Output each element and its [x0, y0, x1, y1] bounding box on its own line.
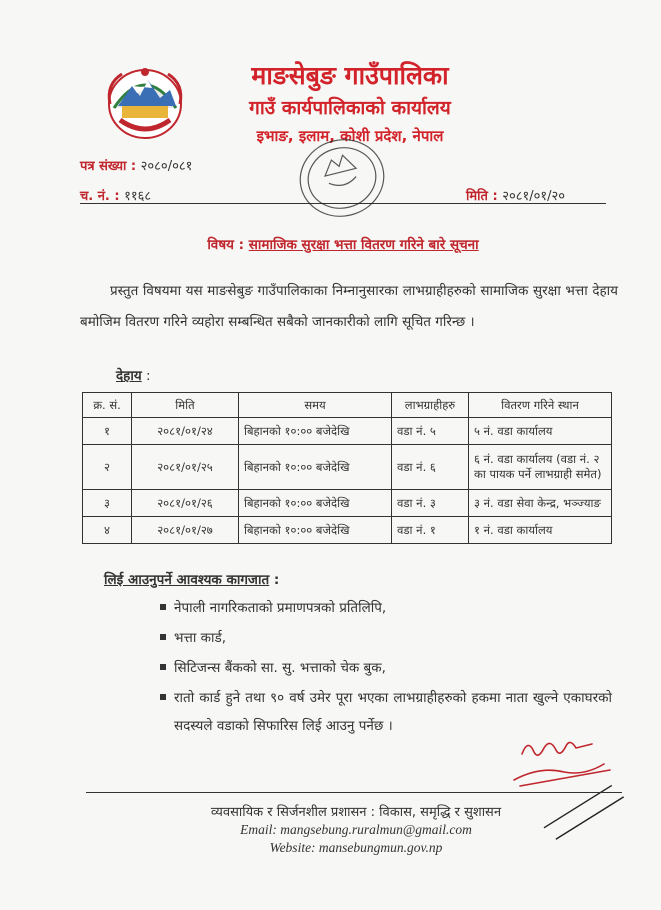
body-paragraph: प्रस्तुत विषयमा यस माङसेबुङ गाउँपालिकाका निम्नानुसारका लाभग्राहीहरुको सामाजिक सुरक्षा भत्ता देहाय बमोजिम वितरण गरिने व्यहोरा सम्बन्धित सबैको जानकारीको लागि सूचित गरिन्छ । — [80, 283, 618, 330]
table-header-row — [83, 393, 612, 418]
distribution-schedule-table — [82, 392, 612, 544]
cell-location: ६ नं. वडा कार्यालय (वडा नं. २ का पायक पर्ने लाभग्राही समेत) — [469, 445, 612, 490]
cell-ward: वडा नं. ३ — [392, 490, 469, 517]
cell-ward: वडा नं. ५ — [392, 418, 469, 445]
header-location: वितरण गरिने स्थान — [469, 393, 612, 418]
patra-label: पत्र संख्या : — [80, 159, 137, 174]
dehaya-label: देहाय — [116, 368, 142, 384]
cell-ward: वडा नं. ६ — [392, 445, 469, 490]
list-item: भत्ता कार्ड, — [160, 624, 612, 652]
date-value: २०८१/०१/२० — [502, 189, 566, 204]
chalani-value: ११६८ — [124, 189, 152, 204]
cell-time: बिहानको १०:०० बजेदेखि — [239, 418, 392, 445]
header-serial: क्र. सं. — [83, 393, 132, 418]
cell-time: बिहानको १०:०० बजेदेखि — [239, 490, 392, 517]
letter-date — [466, 186, 565, 204]
chalani-label: च. नं. : — [80, 189, 120, 204]
cell-location: ५ नं. वडा कार्यालय — [469, 418, 612, 445]
footer-website: Website: mansebungmun.gov.np — [269, 840, 443, 855]
table-row — [83, 418, 612, 445]
cell-serial: ४ — [83, 517, 132, 544]
footer-motto: व्यवसायिक र सिर्जनशील प्रशासन : विकास, समृद्धि र सुशासन — [210, 805, 502, 820]
table-row — [83, 490, 612, 517]
documents-colon: : — [269, 572, 280, 588]
cell-serial: ३ — [83, 490, 132, 517]
cell-location: १ नं. वडा कार्यालय — [469, 517, 612, 544]
subject-line — [80, 235, 606, 253]
header-date: मिति — [132, 393, 239, 418]
documents-list — [160, 594, 612, 742]
cell-location: ३ नं. वडा सेवा केन्द्र, भञ्ज्याङ — [469, 490, 612, 517]
office-address: इभाङ, इलाम, कोशी प्रदेश, नेपाल — [256, 127, 444, 145]
date-label: मिति : — [466, 189, 498, 204]
list-item: सिटिजन्स बैंकको सा. सु. भत्ताको चेक बुक, — [160, 654, 612, 682]
subject-label: विषय : — [207, 237, 245, 253]
documents-title: लिई आउनुपर्ने आवश्यक कागजात — [104, 572, 270, 588]
cell-ward: वडा नं. १ — [392, 517, 469, 544]
org-name: माङसेबुङ गाउँपालिका — [251, 61, 449, 90]
documents-heading — [104, 570, 279, 588]
cell-date: २०८१/०१/२४ — [132, 418, 239, 445]
dehaya-colon: : — [141, 368, 151, 384]
header-beneficiaries: लाभग्राहीहरु — [392, 393, 469, 418]
cell-date: २०८१/०१/२७ — [132, 517, 239, 544]
cell-time: बिहानको १०:०० बजेदेखि — [239, 445, 392, 490]
cell-date: २०८१/०१/२६ — [132, 490, 239, 517]
nepal-emblem-logo — [104, 64, 186, 142]
cell-time: बिहानको १०:०० बजेदेखि — [239, 517, 392, 544]
patra-sankhya — [80, 156, 192, 174]
dehaya-heading — [116, 366, 151, 384]
table-row — [83, 445, 612, 490]
list-item: रातो कार्ड हुने तथा ९० वर्ष उमेर पूरा भएका लाभग्राहीहरुको हकमा नाता खुल्ने एकाघरको सदस्यले वडाको सिफारिस लिई आउनु पर्नेछ । — [160, 684, 612, 740]
office-stamp — [296, 134, 388, 222]
footer-divider — [86, 792, 622, 793]
office-name: गाउँ कार्यपालिकाको कार्यालय — [249, 97, 451, 119]
patra-value: २०८०/०८१ — [140, 159, 193, 174]
list-item: नेपाली नागरिकताको प्रमाणपत्रको प्रतिलिपि, — [160, 594, 612, 622]
header-time: समय — [239, 393, 392, 418]
cell-date: २०८१/०१/२५ — [132, 445, 239, 490]
cell-serial: २ — [83, 445, 132, 490]
table-row — [83, 517, 612, 544]
chalani-number — [80, 186, 151, 204]
subject-text: सामाजिक सुरक्षा भत्ता वितरण गरिने बारे सूचना — [248, 237, 479, 253]
cell-serial: १ — [83, 418, 132, 445]
footer-email: Email: mangsebung.ruralmun@gmail.com — [240, 822, 472, 837]
